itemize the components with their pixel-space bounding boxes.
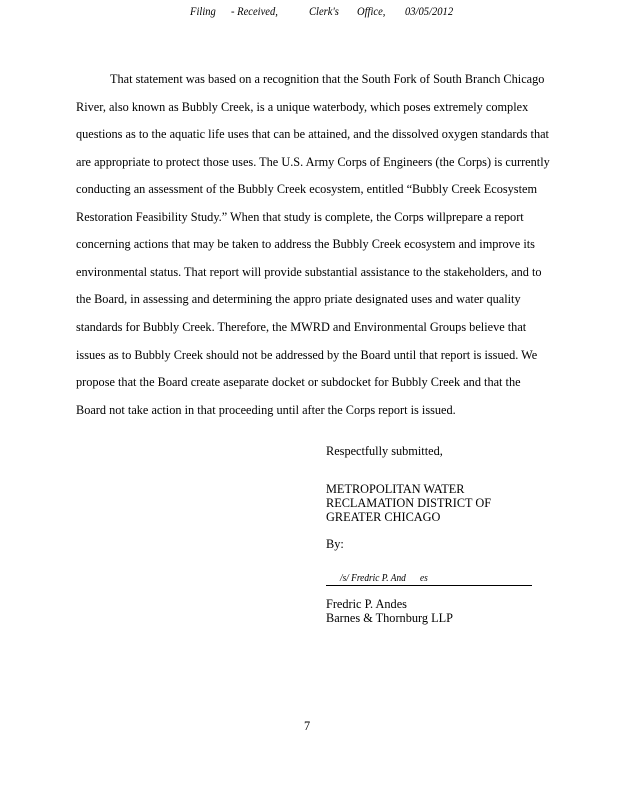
signature-text: /s/ Fredric P. And (340, 572, 406, 584)
header-date: 03/05/2012 (405, 4, 454, 18)
body-line: propose that the Board create aseparate docket or subdocket for Bubbly Creek and that the (76, 375, 521, 390)
firm-name: Barnes & Thornburg LLP (326, 611, 453, 625)
body-line: the Board, in assessing and determining the appro priate designated uses and water quality (76, 292, 521, 307)
body-line: conducting an assessment of the Bubbly Creek ecosystem, entitled “Bubbly Creek Ecosystem (76, 182, 538, 197)
body-line: That statement was based on a recognition that the South Fork of South Branch Chicago (110, 72, 545, 86)
closing: Respectfully submitted, (326, 444, 443, 458)
by-label: By: (326, 537, 344, 551)
header-received: - Received, (231, 4, 278, 18)
body-line: Board not take action in that proceeding until after the Corps report is issued. (76, 402, 456, 417)
org-line: GREATER CHICAGO (326, 510, 441, 524)
org-line: RECLAMATION DISTRICT OF (326, 496, 492, 510)
body-line: River, also known as Bubbly Creek, is a unique waterbody, which poses extremely complex (76, 99, 529, 114)
body-line: standards for Bubbly Creek. Therefore, the MWRD and Environmental Groups believe that (76, 319, 527, 334)
body-line: are appropriate to protect those uses. The U.S. Army Corps of Engineers (the Corps) is currently (76, 154, 550, 169)
signer-name: Fredric P. Andes (326, 597, 407, 611)
body-line: Restoration Feasibility Study.” When that study is complete, the Corps willprepare a report (76, 209, 524, 224)
page-number: 7 (304, 719, 311, 733)
org-line: METROPOLITAN WATER (326, 482, 465, 496)
body-line: environmental status. That report will provide substantial assistance to the stakeholders, and to (76, 264, 542, 279)
header-clerks: Clerk's (309, 4, 339, 18)
signature-text-end: es (420, 572, 428, 584)
body-line: concerning actions that may be taken to address the Bubbly Creek ecosystem and improve its (76, 237, 535, 252)
body-line: issues as to Bubbly Creek should not be addressed by the Board until that report is issued. We (76, 347, 538, 362)
header-filing: Filing (190, 4, 216, 18)
signature-line (326, 571, 532, 586)
body-line: questions as to the aquatic life uses that can be attained, and the dissolved oxygen standards that (76, 127, 549, 142)
header-office: Office, (357, 4, 386, 18)
